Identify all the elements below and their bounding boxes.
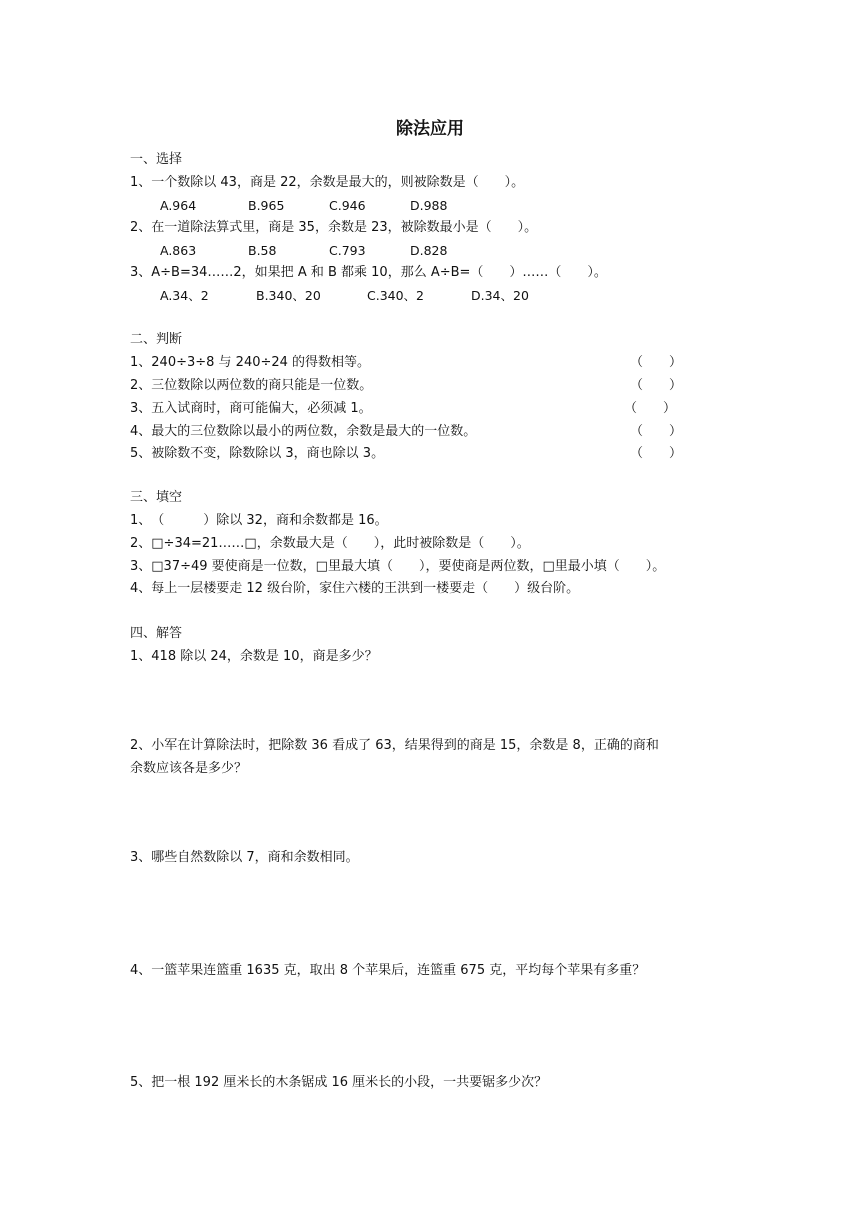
- solve-question: 余数应该各是多少？: [130, 761, 248, 776]
- option: D.828: [410, 243, 448, 258]
- solve-question: 5、把一根 192 厘米长的木条锯成 16 厘米长的小段，一共要锯多少次？: [130, 1075, 548, 1090]
- fill-item: 2、□÷34=21……□，余数最大是（ ），此时被除数是（ ）。: [130, 536, 530, 551]
- judge-item: 4、最大的三位数除以最小的两位数，余数是最大的一位数。: [130, 424, 477, 439]
- judge-item: 2、三位数除以两位数的商只能是一位数。: [130, 378, 373, 393]
- option: A.863: [160, 243, 197, 258]
- section-heading-solve: 四、解答: [130, 626, 183, 641]
- section-heading-choice: 一、选择: [130, 152, 183, 167]
- question-text: 2、在一道除法算式里，商是 35，余数是 23，被除数最小是（ ）。: [130, 220, 538, 235]
- option: D.988: [410, 198, 448, 213]
- option: A.34、2: [160, 288, 209, 303]
- option: D.34、20: [471, 288, 529, 303]
- solve-question: 1、418 除以 24，余数是 10，商是多少？: [130, 649, 378, 664]
- question-text: 3、A÷B=34……2，如果把 A 和 B 都乘 10，那么 A÷B=（ ）……（ ）。: [130, 265, 607, 280]
- answer-paren: （ ）: [630, 446, 683, 461]
- page-title: 除法应用: [396, 119, 464, 139]
- option: B.58: [248, 243, 277, 258]
- fill-item: 4、每上一层楼要走 12 级台阶，家住六楼的王洪到一楼要走（ ）级台阶。: [130, 581, 580, 596]
- judge-item: 3、五入试商时，商可能偏大，必须减 1。: [130, 401, 372, 416]
- question-text: 1、一个数除以 43，商是 22，余数是最大的，则被除数是（ ）。: [130, 175, 525, 190]
- judge-item: 5、被除数不变，除数除以 3，商也除以 3。: [130, 446, 385, 461]
- option: C.946: [329, 198, 366, 213]
- fill-item: 1、 （ ）除以 32，商和余数都是 16。: [130, 513, 388, 528]
- section-heading-judge: 二、判断: [130, 332, 183, 347]
- answer-paren: （ ）: [630, 424, 683, 439]
- option: B.340、20: [256, 288, 321, 303]
- option: C.340、2: [367, 288, 425, 303]
- option: A.964: [160, 198, 197, 213]
- answer-paren: （ ）: [624, 401, 677, 416]
- option: B.965: [248, 198, 285, 213]
- option: C.793: [329, 243, 366, 258]
- solve-question: 3、哪些自然数除以 7，商和余数相同。: [130, 850, 359, 865]
- answer-paren: （ ）: [630, 355, 683, 370]
- solve-question: 2、小军在计算除法时，把除数 36 看成了 63，结果得到的商是 15，余数是 8，正确的商和: [130, 738, 659, 753]
- solve-question: 4、一篮苹果连篮重 1635 克，取出 8 个苹果后，连篮重 675 克，平均每个苹果有多重？: [130, 963, 646, 978]
- judge-item: 1、240÷3÷8 与 240÷24 的得数相等。: [130, 355, 371, 370]
- answer-paren: （ ）: [630, 378, 683, 393]
- section-heading-fill: 三、填空: [130, 490, 183, 505]
- fill-item: 3、□37÷49 要使商是一位数，□里最大填（ ），要使商是两位数，□里最小填（ ）。: [130, 559, 666, 574]
